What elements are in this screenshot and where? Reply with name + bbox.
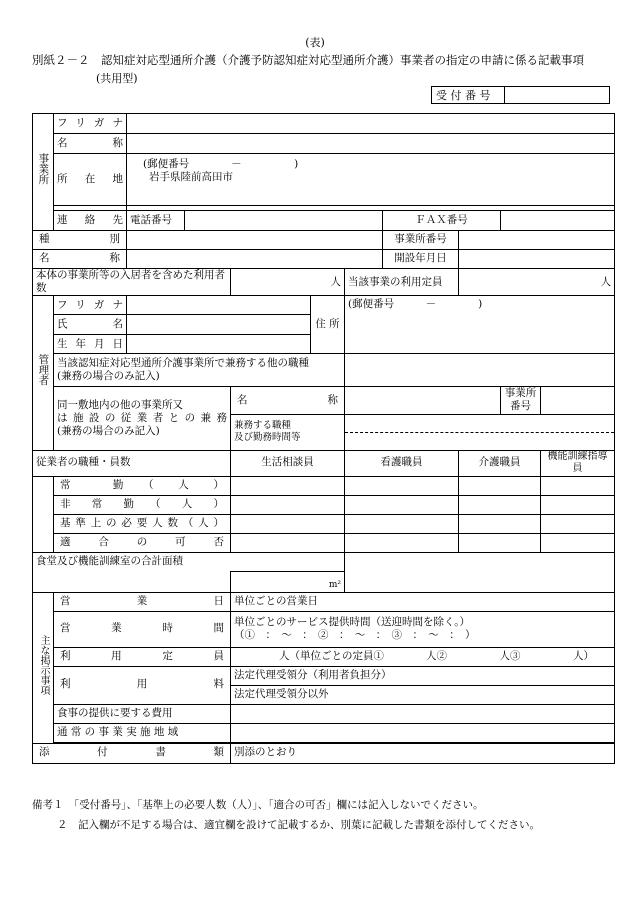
manager-birth-label: 生 年 月 日 <box>54 335 127 354</box>
area-field[interactable]: m² <box>231 571 345 592</box>
service-area-field[interactable] <box>231 723 615 742</box>
user-capacity-label: 利 用 定 員 <box>54 647 231 666</box>
users-count-field[interactable]: 人 <box>231 269 345 296</box>
open-date-label: 開設年月日 <box>383 250 459 269</box>
capacity-label: 当該事業の利用定員 <box>345 269 459 296</box>
office-section-label: 事業所 <box>33 114 54 231</box>
other-office-number-label: 事業所番号 <box>501 387 541 414</box>
office-address-field[interactable] <box>127 154 615 206</box>
receipt-number-box <box>431 86 610 104</box>
application-form-table <box>32 113 615 764</box>
office-fax-label: ＦＡＸ番号 <box>383 211 501 231</box>
manager-dual-role-label: 当該認知症対応型通所介護事業所で兼務する他の職種 (兼務の場合のみ記入) <box>54 354 345 387</box>
staff-row-compliance: 適 合 の 可 否 <box>54 533 231 552</box>
open-date-field[interactable] <box>459 250 615 269</box>
receipt-number-field[interactable] <box>505 87 610 104</box>
staff-row-fulltime: 常 勤 （ 人 ） <box>54 476 231 495</box>
receipt-number-label: 受 付 番 号 <box>432 87 505 104</box>
business-day-value[interactable]: 単位ごとの営業日 <box>231 592 615 611</box>
office-postal-line: (郵便番号 － ) <box>143 158 299 170</box>
staff-col-caregiver: 介護職員 <box>459 450 541 476</box>
office-contact-label: 連 絡 先 <box>54 211 127 231</box>
other-office-label: 同一敷地内の他の事業所又 は施設の従業者との兼務 (兼務の場合のみ記入) <box>54 387 231 450</box>
fee-label: 利 用 料 <box>54 666 231 704</box>
attachment-label: 添 付 書 類 <box>33 743 231 763</box>
office-name2-field[interactable] <box>127 250 383 269</box>
business-hours-field[interactable]: 単位ごとのサービス提供時間（送迎時間を除く。） （① ： ～ ： ② ： ～ ： ③ ： ～ ： ） <box>231 611 615 647</box>
business-day-label: 営 業 日 <box>54 592 231 611</box>
office-fax-field[interactable] <box>501 211 615 231</box>
form-subtitle: (共用型) <box>96 72 138 85</box>
staff-col-trainer: 機能訓練指導員 <box>541 450 615 476</box>
office-furigana-label: フリガナ <box>54 114 127 134</box>
manager-section-label: 管理者 <box>33 296 54 450</box>
items-section-label: 主な掲示事項 <box>33 592 54 743</box>
office-phone-field[interactable] <box>185 211 383 231</box>
manager-dual-role-field[interactable] <box>345 354 615 387</box>
manager-postal-line: (郵便番号 － ) <box>348 298 483 311</box>
form-title: 別紙２－２ 認知症対応型通所介護（介護予防認知症対応型通所介護）事業者の指定の申請に係る記載事項 <box>32 53 584 67</box>
other-role-label: 兼務する職種 及び勤務時間等 <box>231 414 345 450</box>
manager-name-field[interactable] <box>127 315 311 335</box>
office-furigana-field[interactable] <box>127 114 615 134</box>
office-number-field[interactable] <box>459 231 615 250</box>
office-name2-label: 名 称 <box>33 250 127 269</box>
notes <box>32 795 540 835</box>
office-phone-label: 電話番号 <box>127 211 185 231</box>
manager-address-field[interactable] <box>345 296 615 354</box>
manager-furigana-field[interactable] <box>127 296 311 315</box>
manager-birth-field[interactable] <box>127 335 311 354</box>
user-capacity-field[interactable]: 人（単位ごとの定員① 人② 人③ 人） <box>231 647 615 666</box>
office-type-label: 種 別 <box>33 231 127 250</box>
area-label: 食堂及び機能訓練室の合計面積 <box>33 552 345 571</box>
business-hours-label: 営 業 時 間 <box>54 611 231 647</box>
staff-col-counselor: 生活相談員 <box>231 450 345 476</box>
fee-value-1[interactable]: 法定代理受領分（利用者負担分） <box>231 666 615 685</box>
manager-address-label: 住 所 <box>311 296 345 354</box>
other-role-field[interactable] <box>345 414 615 450</box>
meal-cost-field[interactable] <box>231 704 615 723</box>
staff-header-label: 従業者の職種・員数 <box>33 450 231 476</box>
meal-cost-label: 食事の提供に要する費用 <box>54 704 231 723</box>
attachment-value[interactable]: 別添のとおり <box>231 743 615 763</box>
staff-col-nurse: 看護職員 <box>345 450 459 476</box>
fee-value-2[interactable]: 法定代理受領分以外 <box>231 685 615 704</box>
side-marker: (表) <box>305 36 325 49</box>
office-name-field[interactable] <box>127 134 615 154</box>
office-name-label: 名 称 <box>54 134 127 154</box>
note-2: ２ 記入欄が不足する場合は、適宜欄を設けて記載するか、別葉に記載した書類を添付してください。 <box>57 819 540 831</box>
office-type-field[interactable] <box>127 231 383 250</box>
service-area-label: 通 常 の 事 業 実 施 地 域 <box>54 723 231 742</box>
other-office-name-label: 名 称 <box>231 387 345 414</box>
staff-row-required: 基準上の必要人数（人） <box>54 514 231 533</box>
manager-name-label: 氏 名 <box>54 315 127 335</box>
note-1: 備考１ 「受付番号」、「基準上の必要人数（人）」、「適合の可否」欄には記入しないでください。 <box>32 799 484 811</box>
office-address-label: 所 在 地 <box>54 154 127 206</box>
office-number-label: 事業所番号 <box>383 231 459 250</box>
capacity-field[interactable]: 人 <box>459 269 615 296</box>
manager-furigana-label: フリガナ <box>54 296 127 315</box>
other-office-number-field[interactable] <box>541 387 615 414</box>
staff-row-parttime: 非 常 勤 （ 人 ） <box>54 495 231 514</box>
office-address-value: 岩手県陸前高田市 <box>149 171 233 184</box>
other-office-name-field[interactable] <box>345 387 501 414</box>
users-count-label: 本体の事業所等の入居者を含めた利用者数 <box>33 269 231 296</box>
